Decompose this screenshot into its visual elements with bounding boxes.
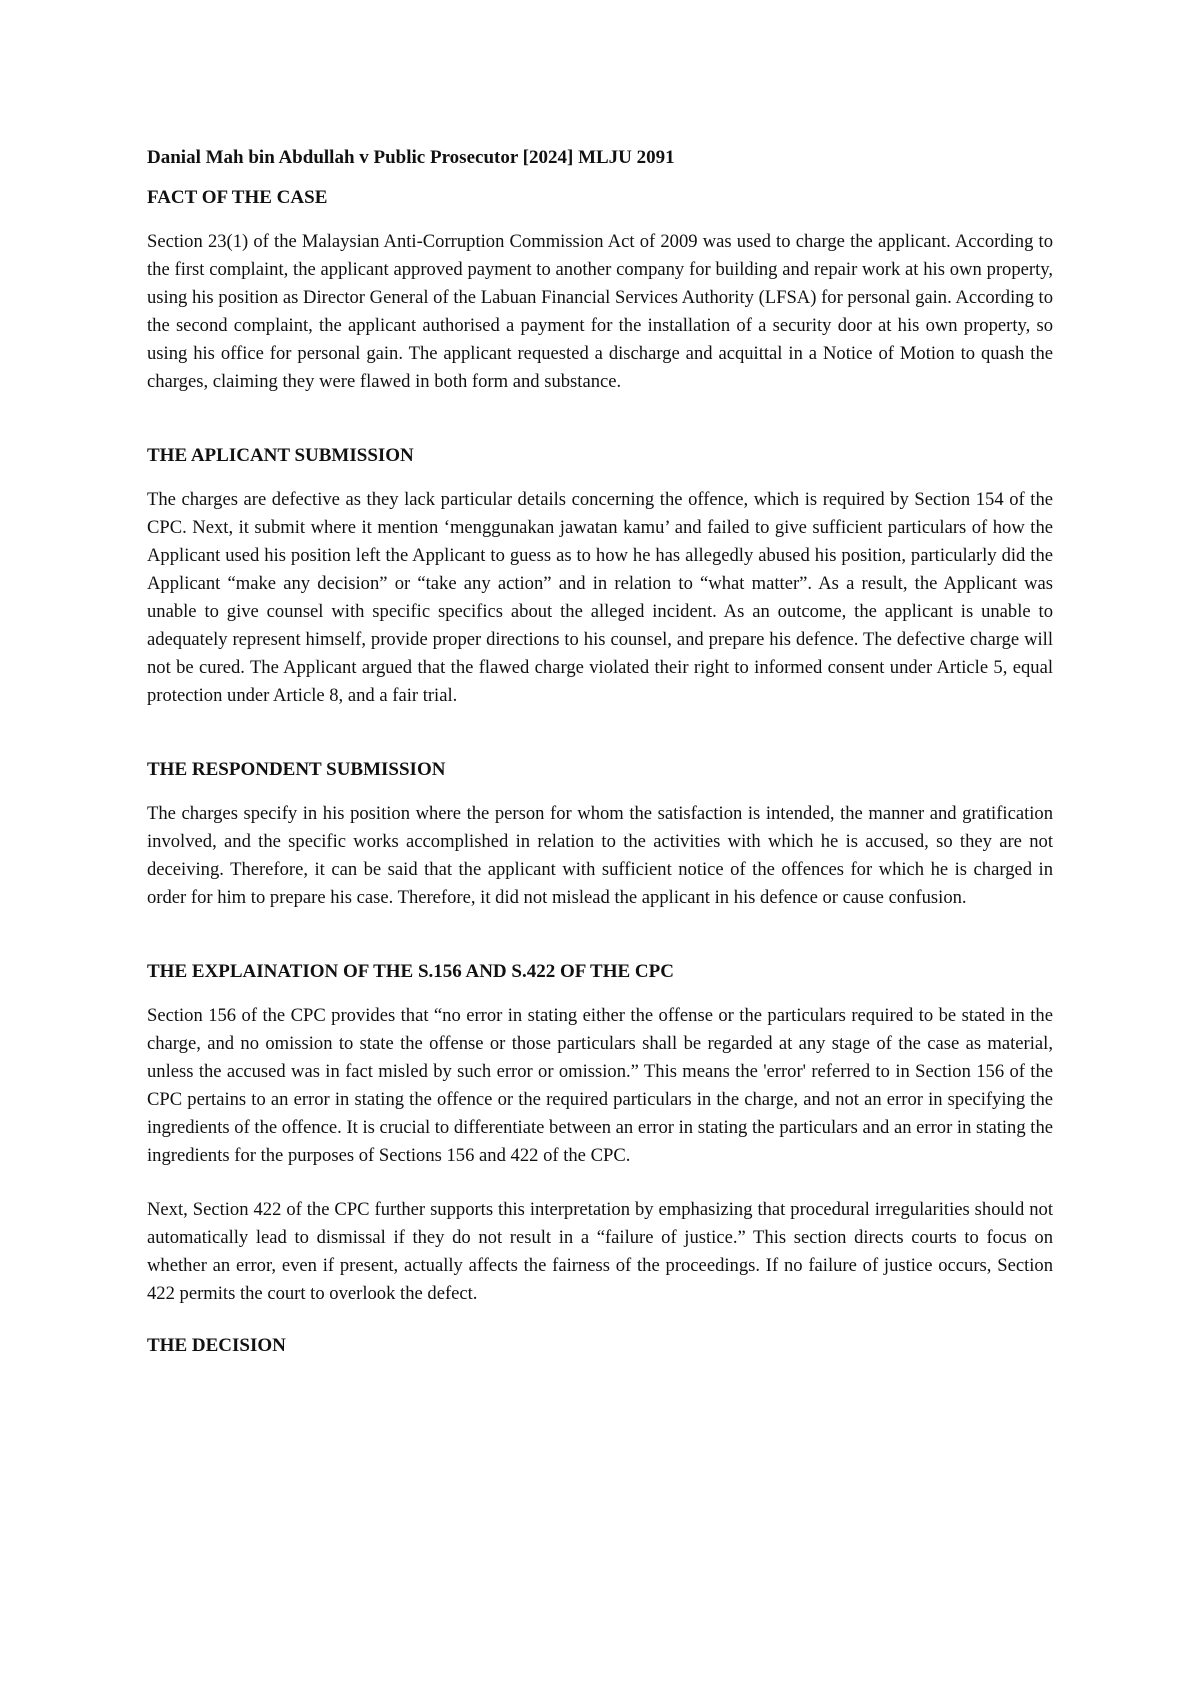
spacer (147, 1308, 1053, 1334)
section-heading: FACT OF THE CASE (147, 187, 328, 208)
section-fact-of-the-case (147, 186, 1053, 396)
section-respondent-submission (147, 758, 1053, 912)
section-paragraph: The charges are defective as they lack particular details concerning the offence, which is required by Section 154 of the CPC. Next, it submit where it mention ‘menggunakan jawatan kamu’ and failed to give sufficient particulars of how the Applicant used his position left the Applicant to guess as to how he has allegedly abused his position, particularly did the Applicant “make any decision” or “take any action” and in relation to “what matter”. As a result, the Applicant was unable to give counsel with specific specifics about the alleged incident. As an outcome, the applicant is unable to adequately represent himself, provide proper directions to his counsel, and prepare his defence. The defective charge will not be cured. The Applicant argued that the flawed charge violated their right to informed consent under Article 5, equal protection under Article 8, and a fair trial. (147, 489, 1053, 706)
section-heading: THE APLICANT SUBMISSION (147, 445, 414, 466)
section-paragraph: The charges specify in his position where the person for whom the satisfaction is intended, the manner and gratification involved, and the specific works accomplished in relation to the activities with which he is accused, so they are not deceiving. Therefore, it can be said that the applicant with sufficient notice of the offences for which he is charged in order for him to prepare his case. Therefore, it did not mislead the applicant in his defence or cause confusion. (147, 803, 1053, 908)
section-paragraph: Section 23(1) of the Malaysian Anti-Corruption Commission Act of 2009 was used to charge the applicant. According to the first complaint, the applicant approved payment to another company for building and repair work at his own property, using his position as Director General of the Labuan Financial Services Authority (LFSA) for personal gain. According to the second complaint, the applicant authorised a payment for the installation of a security door at his own property, so using his office for personal gain. The applicant requested a discharge and acquittal in a Notice of Motion to quash the charges, claiming they were flawed in both form and substance. (147, 231, 1053, 392)
section-heading: THE DECISION (147, 1335, 286, 1356)
section-heading: THE EXPLAINATION OF THE S.156 AND S.422 OF THE CPC (147, 961, 674, 982)
section-explanation-s156-s422 (147, 960, 1053, 1308)
section-paragraph: Next, Section 422 of the CPC further supports this interpretation by emphasizing that procedural irregularities should not automatically lead to dismissal if they do not result in a “failure of justice.” This section directs courts to focus on whether an error, even if present, actually affects the fairness of the proceedings. If no failure of justice occurs, Section 422 permits the court to overlook the defect. (147, 1199, 1053, 1304)
section-paragraph: Section 156 of the CPC provides that “no error in stating either the offense or the particulars required to be stated in the charge, and no omission to state the offense or those particulars shall be regarded at any stage of the case as material, unless the accused was in fact misled by such error or omission.” This means the 'error' referred to in Section 156 of the CPC pertains to an error in stating the offence or the required particulars in the charge, and not an error in specifying the ingredients of the offence. It is crucial to differentiate between an error in stating the particulars and an error in stating the ingredients for the purposes of Sections 156 and 422 of the CPC. (147, 1005, 1053, 1166)
section-heading: THE RESPONDENT SUBMISSION (147, 759, 446, 780)
case-title: Danial Mah bin Abdullah v Public Prosecutor [2024] MLJU 2091 (147, 147, 675, 168)
section-decision (147, 1334, 1053, 1358)
spacer (147, 912, 1053, 960)
spacer (147, 396, 1053, 444)
document-page (147, 146, 1053, 1358)
spacer (147, 710, 1053, 758)
section-applicant-submission (147, 444, 1053, 710)
